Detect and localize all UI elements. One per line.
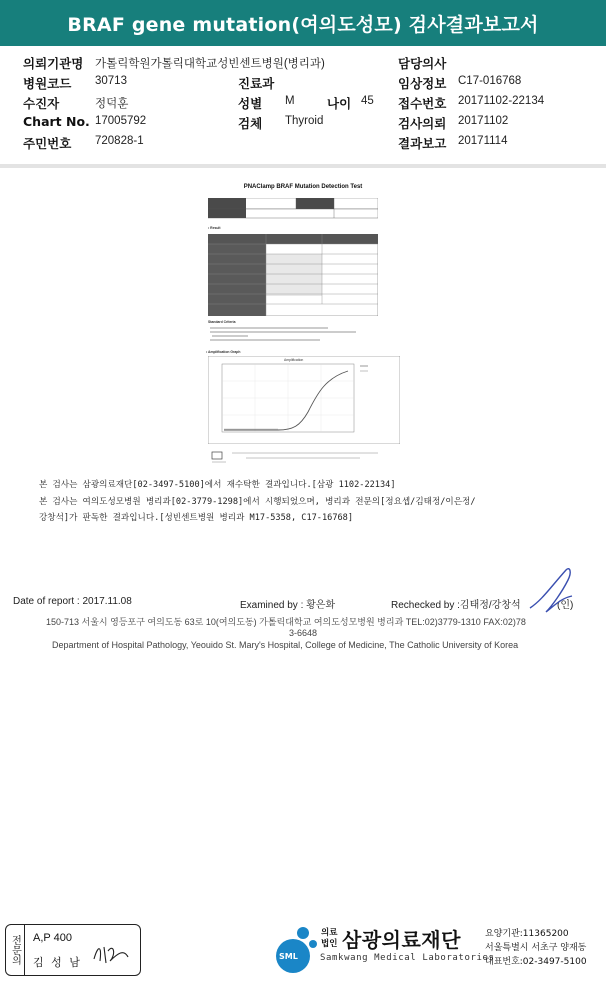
hospital-code-value: 30713 [95,75,127,87]
request-date-label: 검사의뢰 [398,116,447,131]
report-line-3: 강창석]가 판독한 결과입니다.[성빈센트병원 병리과 M17-5358, C17-16768] [39,513,354,523]
clinical-info-label: 임상정보 [398,76,447,91]
receipt-no-value: 20171102-22134 [458,95,545,107]
examined-by: Examined by : 황은화 [240,600,336,611]
report-body [0,168,606,920]
report-title-bar [0,0,606,46]
org-prefix-top: 의료 [321,928,338,938]
embedded-result-label: • Result [208,226,221,230]
seal-mark: (인) [557,600,574,611]
embedded-criteria-label: Standard Criteria [208,320,236,324]
resident-no-label: 주민번호 [23,136,72,151]
institution-value: 가톨릭학원가톨릭대학교성빈센트병원(병리과) [95,58,325,70]
report-line-1: 본 검사는 삼광의료재단[02-3497-5100]에서 재수탁한 결과입니다.[삼광 1102-22134] [39,480,396,490]
hospital-code-label: 병원코드 [23,76,72,91]
hospital-address: 150-713 서울시 영등포구 여의도동 63로 10(여의도동) 가톨릭대학교 여의도성모병원 병리과 TEL:02)3779-1310 FAX:02)78 [46,617,526,627]
org-phone: 대표번호:02-3497-5100 [485,957,587,967]
org-prefix-bottom: 법인 [321,939,338,949]
department-label: 진료과 [238,76,275,91]
logo-text: SML [279,952,298,961]
embedded-test-report [196,182,410,472]
embedded-report-title: PNAClamp BRAF Mutation Detection Test [243,184,363,190]
age-value: 45 [361,95,374,107]
sex-value: M [285,95,295,107]
embedded-graph-label: • Amplification Graph [206,350,241,354]
date-of-report: Date of report : 2017.11.08 [13,596,132,607]
institution-label: 의뢰기관명 [23,56,84,71]
doctor-label: 담당의사 [398,56,447,71]
specimen-value: Thyroid [285,115,324,127]
graph-title: Amplification [284,358,304,362]
resident-no-value: 720828-1 [95,135,144,147]
org-english-name: Samkwang Medical Laboratories [320,953,495,963]
embedded-logo-strip [210,450,390,466]
org-address: 서울특별시 서초구 양재동 [485,943,587,953]
stamp-code: A,P 400 [33,932,72,944]
request-date-value: 20171102 [458,115,509,127]
clinical-info-value: C17-016768 [458,75,522,87]
institution-number: 요양기관:11365200 [485,929,569,939]
hospital-fax-cont: 3-6648 [289,628,318,638]
receipt-no-label: 접수번호 [398,96,447,111]
department-line: Department of Hospital Pathology, Yeouido St. Mary's Hospital, College of Medicine, The Catholic University of Korea [52,640,519,650]
page-footer [0,920,606,988]
sml-logo-icon [268,924,318,978]
report-line-2: 본 검사는 여의도성모병원 병리과[02-3779-1298]에서 시행되었으며, 병리과 전문의[정요셉/김태정/이은정/ [39,497,476,507]
specimen-label: 검체 [238,116,263,131]
embedded-criteria-text [208,325,358,345]
chart-no-value: 17005792 [95,115,147,127]
stamp-signature [90,939,134,967]
sex-label: 성별 [238,96,263,111]
age-label: 나이 [327,96,352,111]
embedded-info-table [208,198,378,222]
org-name: 삼광의료재단 [342,928,461,952]
report-date-label: 결과보고 [398,136,447,151]
patient-label: 수진자 [23,96,60,111]
embedded-result-table [208,234,378,316]
rechecked-by: Rechecked by :김태정/강창석 [391,600,521,611]
report-date-value: 20171114 [458,135,508,147]
stamp-name: 김 성 남 [33,956,82,969]
patient-info-header [0,46,606,164]
signature-scribble [522,562,582,618]
report-title: BRAF gene mutation(여의도성모) 검사결과보고서 [67,13,539,36]
stamp-label: 전문의 [6,925,25,975]
patient-value: 정덕훈 [95,98,129,110]
amplification-graph [208,356,400,444]
chart-no-label: Chart No. [23,114,90,129]
specialist-stamp [5,924,141,976]
